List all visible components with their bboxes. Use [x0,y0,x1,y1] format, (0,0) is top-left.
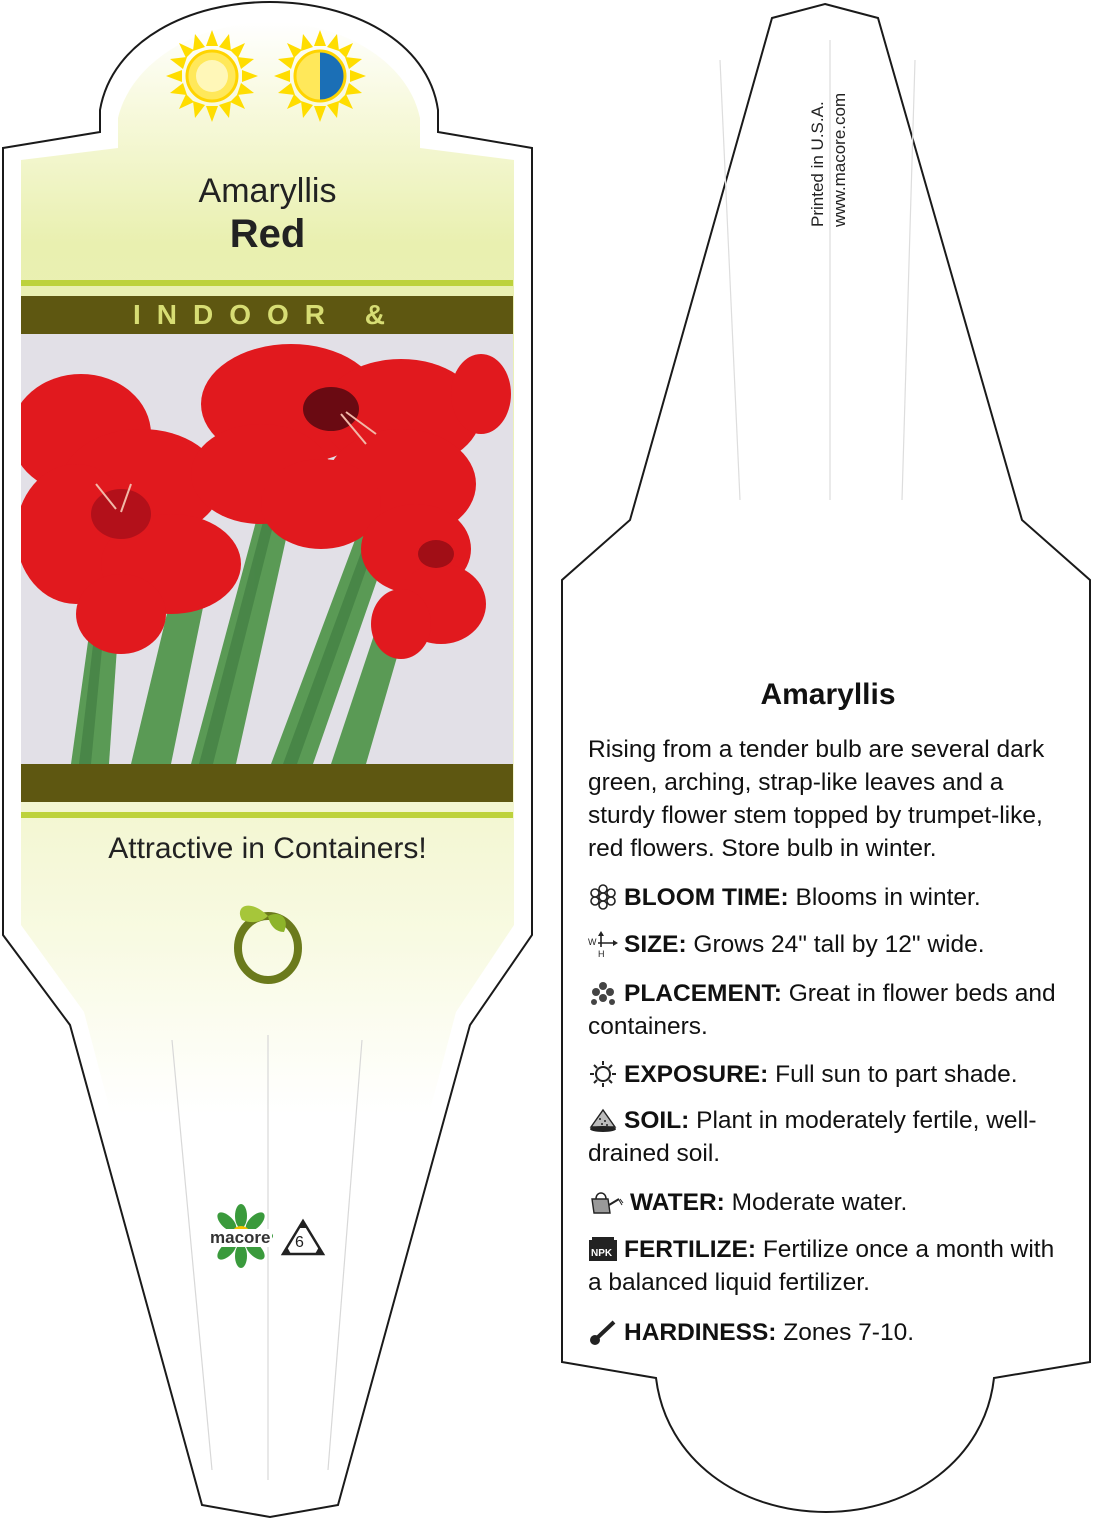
back-title: Amaryllis [760,678,896,711]
flower-icon [588,884,618,910]
attr-hardiness [588,1316,1068,1349]
svg-text:W: W [588,937,597,947]
attr-value: Grows 24" tall by 12" wide. [686,931,985,958]
website-label: www.macore.com [830,92,849,227]
watering-can-icon [588,1189,624,1215]
full-sun-icon [164,28,260,124]
part-shade-icon [272,28,368,124]
printed-in-label: Printed in U.S.A. [808,101,827,227]
plant-description: Rising from a tender bulb are several dark green, arching, strap-like leaves and a sturdy flower stem topped by trumpet-like, red flowers. Store bulb in winter. [588,736,1045,862]
attr-label: PLACEMENT: [624,980,782,1007]
recycle-code: 6 [295,1234,304,1251]
plant-common-name: Amaryllis [198,172,337,210]
attr-label: BLOOM TIME: [624,884,789,911]
attr-value: Great in flower beds and containers. [588,980,1056,1040]
attr-bloom-time [588,881,1068,914]
tagline: Attractive in Containers! [108,832,427,865]
soil-icon [588,1107,618,1133]
plant-variety-name: Red [229,212,306,256]
macore-wordmark: macore [210,1228,271,1247]
placement-icon [588,980,618,1006]
attr-size [588,928,1068,961]
attr-value: Full sun to part shade. [768,1061,1018,1088]
svg-text:H: H [598,949,605,957]
size-arrows-icon [588,931,618,957]
attr-value: Blooms in winter. [788,884,981,911]
attr-value: Zones 7-10. [776,1319,915,1346]
category-band: INDOOR & [21,296,513,334]
attr-fertilize [588,1233,1068,1299]
attr-value: Plant in moderately fertile, well-drained soil. [588,1107,1037,1167]
npk-icon [588,1236,618,1262]
attr-label: EXPOSURE: [624,1061,769,1088]
attr-water [588,1186,1068,1219]
attr-placement [588,977,1068,1043]
thermometer-icon [588,1319,618,1345]
sun-outline-icon [588,1061,618,1087]
attr-value: Fertilize once a month with a balanced liquid fertilizer. [588,1236,1055,1296]
attr-label: SOIL: [624,1107,690,1134]
attr-value: Moderate water. [724,1189,908,1216]
attr-exposure [588,1058,1068,1091]
attr-soil [588,1104,1068,1170]
attr-label: SIZE: [624,931,687,958]
attr-label: FERTILIZE: [624,1236,757,1263]
attr-label: WATER: [630,1189,725,1216]
print-info [790,62,850,242]
svg-text:NPK: NPK [591,1248,613,1259]
attr-label: HARDINESS: [624,1319,777,1346]
amaryllis-photo [21,334,513,764]
seedling-logo-icon [228,892,308,988]
